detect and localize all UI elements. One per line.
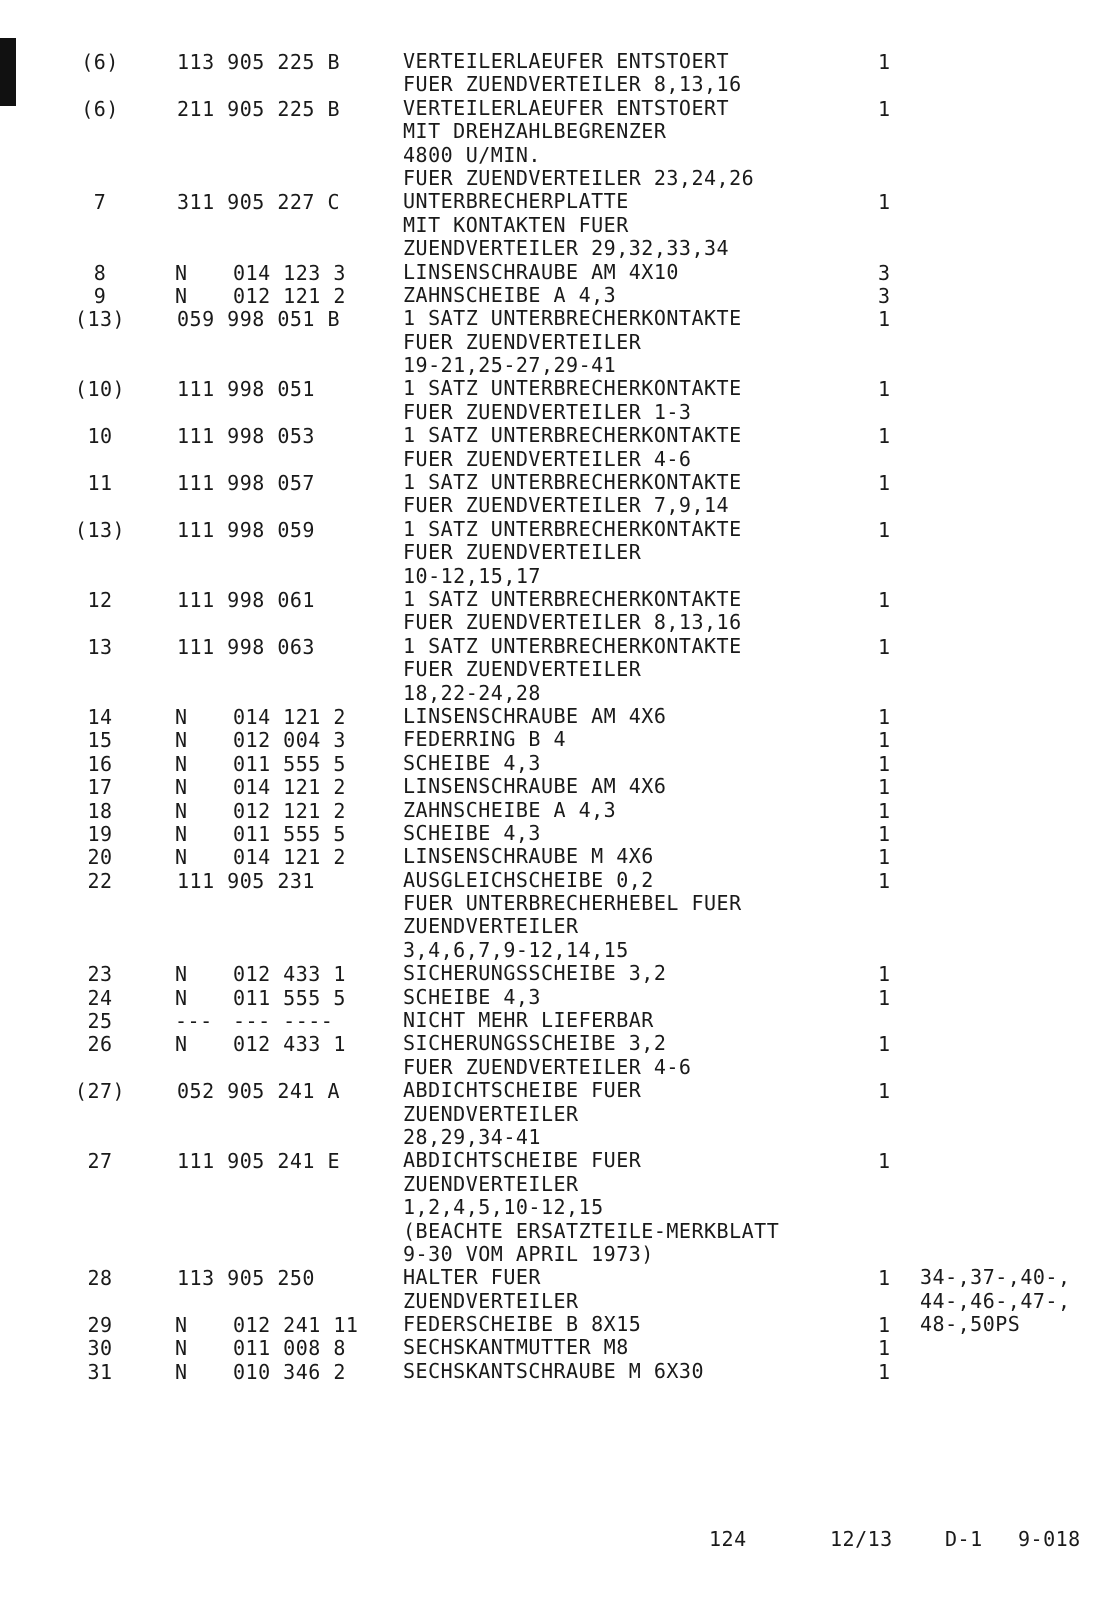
part-quantity: 1 — [878, 704, 891, 729]
part-position: (6) — [81, 50, 119, 74]
part-position: 24 — [87, 985, 113, 1010]
description-line: FUER ZUENDVERTEILER 8,13,16 — [403, 72, 742, 97]
part-description — [403, 190, 1109, 260]
part-quantity: 1 — [878, 985, 891, 1010]
part-row — [0, 190, 1109, 260]
description-line: SICHERUNGSSCHEIBE 3,2 — [403, 961, 667, 986]
part-number: 012 433 1 — [233, 1032, 346, 1057]
part-description — [403, 869, 1109, 963]
description-line: 1 SATZ UNTERBRECHERKONTAKTE — [403, 423, 742, 448]
part-number: 014 121 2 — [233, 704, 346, 729]
part-description — [403, 518, 1109, 588]
description-line: MIT KONTAKTEN FUER — [403, 212, 629, 237]
part-number: 011 555 5 — [233, 751, 346, 776]
part-number: 010 346 2 — [233, 1359, 346, 1384]
part-position: 10 — [87, 424, 113, 449]
part-position: 19 — [87, 821, 113, 846]
description-line: 9-30 VOM APRIL 1973) — [403, 1241, 654, 1266]
part-position: 22 — [87, 868, 113, 893]
part-number: 111 998 057 — [177, 471, 315, 496]
part-prefix: N — [175, 821, 188, 846]
part-position: 15 — [87, 728, 113, 753]
part-position: (13) — [74, 517, 126, 542]
part-position: 29 — [87, 1313, 113, 1338]
part-description — [403, 307, 1109, 377]
part-number: 012 433 1 — [233, 962, 346, 987]
part-number: 011 555 5 — [233, 821, 346, 846]
part-position: 23 — [87, 962, 113, 987]
part-description — [403, 50, 1109, 97]
part-position: 25 — [87, 1009, 113, 1034]
description-line: 1,2,4,5,10-12,15 — [403, 1195, 604, 1220]
part-description — [403, 1266, 1109, 1313]
part-quantity: 1 — [878, 1336, 891, 1361]
part-row — [0, 1079, 1109, 1149]
part-prefix: N — [175, 985, 188, 1010]
part-number: 011 555 5 — [233, 985, 346, 1010]
description-line: 1 SATZ UNTERBRECHERKONTAKTE — [403, 516, 742, 541]
part-description — [403, 752, 1109, 775]
part-number: 014 121 2 — [233, 775, 346, 800]
description-line: SECHSKANTMUTTER M8 — [403, 1335, 629, 1360]
part-description — [403, 635, 1109, 705]
part-number: 111 998 051 — [177, 377, 315, 402]
description-line: FUER ZUENDVERTEILER 23,24,26 — [403, 165, 755, 190]
part-quantity: 3 — [878, 260, 891, 285]
part-number: 111 998 053 — [177, 424, 315, 449]
description-line: LINSENSCHRAUBE M 4X6 — [403, 844, 654, 869]
part-row — [0, 1032, 1109, 1079]
part-number: 012 004 3 — [233, 728, 346, 753]
description-line: ZUENDVERTEILER 29,32,33,34 — [403, 236, 730, 261]
part-position: 30 — [87, 1336, 113, 1361]
part-position: 8 — [93, 260, 107, 285]
part-prefix: N — [175, 751, 188, 776]
part-number: 311 905 227 C — [177, 190, 341, 215]
part-description — [403, 471, 1109, 518]
part-quantity: 1 — [878, 1032, 891, 1057]
part-prefix: --- — [175, 1009, 213, 1034]
description-line: 18,22-24,28 — [403, 680, 541, 705]
description-line: ZUENDVERTEILER — [403, 1171, 579, 1196]
part-position: 31 — [87, 1359, 113, 1384]
part-quantity: 1 — [878, 1079, 891, 1104]
description-line: ZUENDVERTEILER — [403, 1101, 579, 1126]
part-quantity: 1 — [878, 962, 891, 987]
part-position: 12 — [87, 587, 113, 612]
part-description — [403, 962, 1109, 985]
part-number: --- ---- — [233, 1009, 334, 1034]
part-number: 012 121 2 — [233, 283, 346, 308]
description-line: FUER ZUENDVERTEILER 1-3 — [403, 399, 692, 424]
part-description — [403, 261, 1109, 284]
part-quantity: 1 — [878, 868, 891, 893]
part-prefix: N — [175, 845, 188, 870]
description-line: ZAHNSCHEIBE A 4,3 — [403, 282, 617, 307]
part-quantity: 1 — [878, 517, 891, 542]
part-row — [0, 471, 1109, 518]
part-quantity: 1 — [878, 1266, 891, 1291]
part-quantity: 1 — [878, 190, 891, 215]
part-position: 27 — [87, 1149, 113, 1174]
description-line: SCHEIBE 4,3 — [403, 984, 541, 1009]
part-prefix: N — [175, 1032, 188, 1057]
part-number: 012 121 2 — [233, 798, 346, 823]
part-quantity: 1 — [878, 845, 891, 870]
part-quantity: 1 — [878, 1359, 891, 1384]
part-description — [403, 775, 1109, 798]
part-description — [403, 377, 1109, 424]
part-description — [403, 799, 1109, 822]
part-row — [0, 377, 1109, 424]
description-line: FUER UNTERBRECHERHEBEL FUER — [403, 891, 742, 916]
part-row — [0, 1360, 1109, 1383]
part-quantity: 1 — [878, 587, 891, 612]
part-row — [0, 869, 1109, 963]
description-line: SCHEIBE 4,3 — [403, 750, 541, 775]
part-row — [0, 986, 1109, 1009]
part-description — [403, 1336, 1109, 1359]
part-description — [403, 1360, 1109, 1383]
footer-section: D-1 — [945, 1527, 983, 1551]
part-quantity: 3 — [878, 283, 891, 308]
part-prefix: N — [175, 962, 188, 987]
description-line: 1 SATZ UNTERBRECHERKONTAKTE — [403, 376, 742, 401]
part-row — [0, 752, 1109, 775]
footer-code: 9-018 — [1018, 1527, 1081, 1551]
description-line: NICHT MEHR LIEFERBAR — [403, 1008, 654, 1033]
page-number: 124 — [709, 1527, 747, 1551]
description-line: FUER ZUENDVERTEILER — [403, 540, 642, 565]
part-quantity: 1 — [878, 1313, 891, 1338]
description-line: 10-12,15,17 — [403, 563, 541, 588]
part-position: (27) — [74, 1079, 126, 1104]
part-quantity: 1 — [878, 424, 891, 449]
part-number: 059 998 051 B — [177, 307, 341, 332]
part-position: 18 — [87, 798, 113, 823]
part-number: 014 121 2 — [233, 845, 346, 870]
part-quantity: 1 — [878, 775, 891, 800]
part-row — [0, 822, 1109, 845]
part-description — [403, 1032, 1109, 1079]
description-line: 4800 U/MIN. — [403, 142, 541, 167]
part-description — [403, 728, 1109, 751]
part-row — [0, 1313, 1109, 1336]
part-row — [0, 261, 1109, 284]
part-quantity: 1 — [878, 50, 891, 74]
description-line: FUER ZUENDVERTEILER 4-6 — [403, 1054, 692, 1079]
part-position: 16 — [87, 751, 113, 776]
part-description — [403, 1009, 1109, 1032]
part-number: 113 905 250 — [177, 1266, 315, 1291]
part-position: 9 — [93, 283, 107, 308]
description-line: (BEACHTE ERSATZTEILE-MERKBLATT — [403, 1218, 780, 1243]
description-line: LINSENSCHRAUBE AM 4X6 — [403, 703, 667, 728]
part-row — [0, 518, 1109, 588]
part-row — [0, 284, 1109, 307]
part-prefix: N — [175, 798, 188, 823]
part-row — [0, 97, 1109, 191]
description-line: ABDICHTSCHEIBE FUER — [403, 1078, 642, 1103]
description-line: FUER ZUENDVERTEILER — [403, 657, 642, 682]
parts-list — [0, 50, 1109, 1383]
description-line: LINSENSCHRAUBE AM 4X10 — [403, 259, 679, 284]
description-line: VERTEILERLAEUFER ENTSTOERT — [403, 95, 730, 120]
part-row — [0, 50, 1109, 97]
description-line: LINSENSCHRAUBE AM 4X6 — [403, 774, 667, 799]
part-position: 14 — [87, 704, 113, 729]
part-row — [0, 705, 1109, 728]
part-description — [403, 1313, 1109, 1336]
description-line: AUSGLEICHSCHEIBE 0,2 — [403, 867, 654, 892]
description-line: SECHSKANTSCHRAUBE M 6X30 — [403, 1358, 704, 1383]
part-prefix: N — [175, 283, 188, 308]
part-description — [403, 1079, 1109, 1149]
part-position: (6) — [81, 96, 119, 121]
part-row — [0, 962, 1109, 985]
part-number: 012 241 11 — [233, 1313, 359, 1338]
part-number: 014 123 3 — [233, 260, 346, 285]
description-line: FEDERRING B 4 — [403, 727, 567, 752]
description-line: 19-21,25-27,29-41 — [403, 353, 617, 378]
description-line: ZUENDVERTEILER — [403, 914, 579, 939]
part-remark: 34-,37-,40-, 44-,46-,47-, 48-,50PS — [920, 1265, 1071, 1337]
description-line: ZUENDVERTEILER — [403, 1288, 579, 1313]
part-position: 11 — [87, 471, 113, 496]
part-quantity: 1 — [878, 307, 891, 332]
part-description — [403, 845, 1109, 868]
part-row — [0, 775, 1109, 798]
part-prefix: N — [175, 1336, 188, 1361]
part-description — [403, 822, 1109, 845]
part-number: 052 905 241 A — [177, 1079, 341, 1104]
part-row — [0, 728, 1109, 751]
part-number: 111 905 241 E — [177, 1149, 341, 1174]
part-position: (10) — [74, 377, 126, 402]
part-row — [0, 635, 1109, 705]
part-description — [403, 97, 1109, 191]
part-position: 28 — [87, 1266, 113, 1291]
part-position: 13 — [87, 634, 113, 659]
description-line: HALTER FUER — [403, 1265, 541, 1290]
part-row — [0, 799, 1109, 822]
description-line: ABDICHTSCHEIBE FUER — [403, 1148, 642, 1173]
part-position: (13) — [74, 307, 126, 332]
part-number: 111 905 231 — [177, 868, 315, 893]
description-line: SCHEIBE 4,3 — [403, 820, 541, 845]
description-line: SICHERUNGSSCHEIBE 3,2 — [403, 1031, 667, 1056]
part-prefix: N — [175, 1359, 188, 1384]
part-quantity: 1 — [878, 96, 891, 121]
part-position: 7 — [93, 190, 107, 215]
description-line: MIT DREHZAHLBEGRENZER — [403, 119, 667, 144]
part-number: 111 998 063 — [177, 634, 315, 659]
part-quantity: 1 — [878, 471, 891, 496]
part-prefix: N — [175, 775, 188, 800]
description-line: FEDERSCHEIBE B 8X15 — [403, 1312, 642, 1337]
part-position: 20 — [87, 845, 113, 870]
part-row — [0, 307, 1109, 377]
part-prefix: N — [175, 728, 188, 753]
part-description — [403, 1149, 1109, 1266]
part-position: 26 — [87, 1032, 113, 1057]
part-number: 113 905 225 B — [177, 50, 341, 74]
part-row — [0, 1009, 1109, 1032]
part-position: 17 — [87, 775, 113, 800]
description-line: UNTERBRECHERPLATTE — [403, 189, 629, 214]
description-line: 1 SATZ UNTERBRECHERKONTAKTE — [403, 586, 742, 611]
description-line: FUER ZUENDVERTEILER — [403, 329, 642, 354]
part-quantity: 1 — [878, 377, 891, 402]
footer-date: 12/13 — [830, 1527, 893, 1551]
description-line: FUER ZUENDVERTEILER 4-6 — [403, 446, 692, 471]
part-quantity: 1 — [878, 751, 891, 776]
part-quantity: 1 — [878, 821, 891, 846]
part-description — [403, 705, 1109, 728]
part-row — [0, 1336, 1109, 1359]
page-footer — [0, 1527, 1109, 1557]
description-line: FUER ZUENDVERTEILER 8,13,16 — [403, 610, 742, 635]
description-line: 1 SATZ UNTERBRECHERKONTAKTE — [403, 633, 742, 658]
description-line: 1 SATZ UNTERBRECHERKONTAKTE — [403, 470, 742, 495]
part-quantity: 1 — [878, 1149, 891, 1174]
part-number: 211 905 225 B — [177, 96, 341, 121]
description-line: 1 SATZ UNTERBRECHERKONTAKTE — [403, 306, 742, 331]
part-number: 111 998 061 — [177, 587, 315, 612]
part-number: 011 008 8 — [233, 1336, 346, 1361]
description-line: 28,29,34-41 — [403, 1124, 541, 1149]
part-prefix: N — [175, 1313, 188, 1338]
description-line: 3,4,6,7,9-12,14,15 — [403, 937, 629, 962]
part-number: 111 998 059 — [177, 517, 315, 542]
part-description — [403, 284, 1109, 307]
part-description — [403, 986, 1109, 1009]
part-row — [0, 1149, 1109, 1266]
part-description — [403, 424, 1109, 471]
part-row — [0, 588, 1109, 635]
description-line: ZAHNSCHEIBE A 4,3 — [403, 797, 617, 822]
part-prefix: N — [175, 704, 188, 729]
part-quantity: 1 — [878, 798, 891, 823]
part-row — [0, 424, 1109, 471]
part-quantity: 1 — [878, 634, 891, 659]
description-line: VERTEILERLAEUFER ENTSTOERT — [403, 49, 730, 73]
part-prefix: N — [175, 260, 188, 285]
description-line: FUER ZUENDVERTEILER 7,9,14 — [403, 493, 730, 518]
part-quantity: 1 — [878, 728, 891, 753]
part-description — [403, 588, 1109, 635]
part-row — [0, 845, 1109, 868]
